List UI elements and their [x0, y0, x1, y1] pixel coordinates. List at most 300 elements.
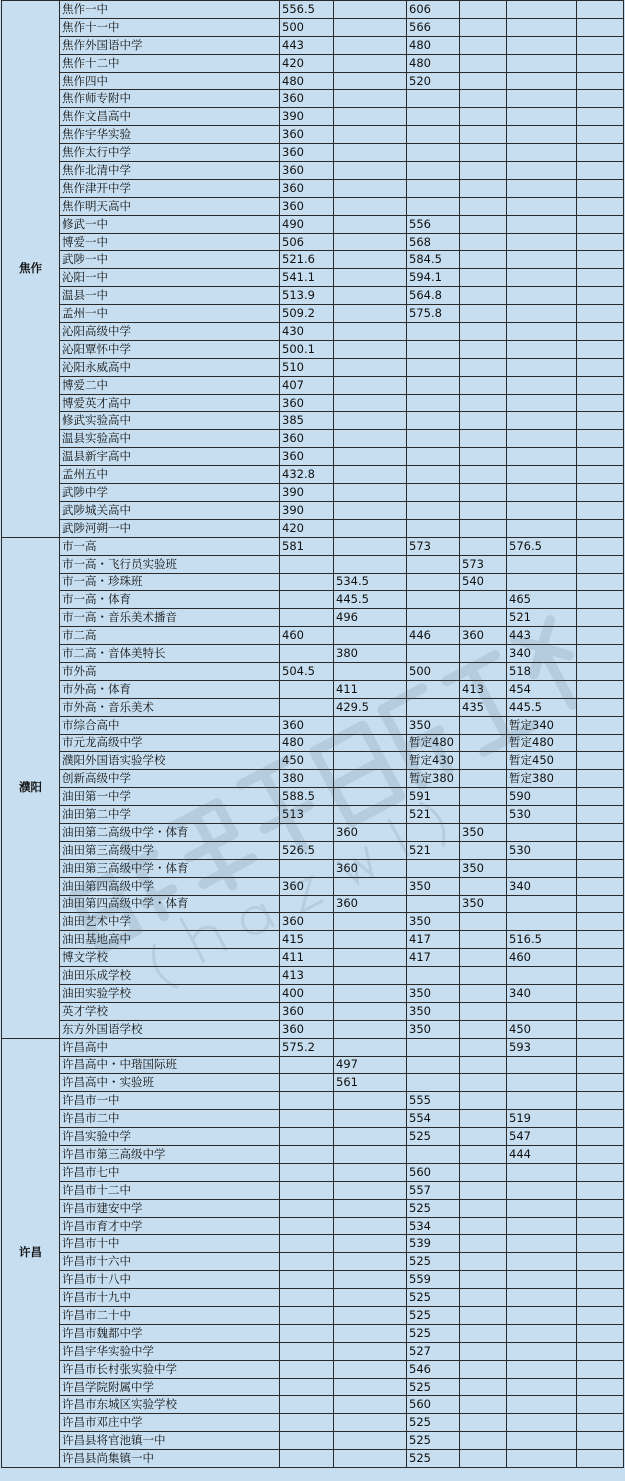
score-cell	[577, 215, 624, 233]
score-cell	[507, 340, 577, 358]
score-cell: 390	[280, 484, 334, 502]
score-cell	[460, 269, 507, 287]
score-cell	[280, 1271, 334, 1289]
table-row	[2, 591, 624, 609]
score-cell	[460, 591, 507, 609]
school-name-cell: 许昌市建安中学	[60, 1199, 280, 1217]
city-label: 许昌	[2, 1038, 60, 1467]
score-cell	[577, 1450, 624, 1468]
score-cell: 暂定480	[407, 734, 460, 752]
school-name-cell: 东方外国语学校	[60, 1020, 280, 1038]
score-cell	[407, 430, 460, 448]
score-cell	[334, 358, 407, 376]
score-cell	[334, 734, 407, 752]
score-cell	[507, 895, 577, 913]
score-cell	[577, 1199, 624, 1217]
score-cell	[460, 144, 507, 162]
school-name-cell: 市外高・音乐美术	[60, 698, 280, 716]
table-row	[2, 645, 624, 663]
score-cell	[577, 913, 624, 931]
score-cell	[334, 1432, 407, 1450]
score-cell	[280, 1110, 334, 1128]
school-name-cell: 许昌宇华实验中学	[60, 1342, 280, 1360]
score-cell	[577, 1128, 624, 1146]
school-name-cell: 市二高	[60, 627, 280, 645]
school-name-cell: 孟州五中	[60, 466, 280, 484]
score-cell: 525	[407, 1289, 460, 1307]
table-row	[2, 734, 624, 752]
score-cell	[577, 662, 624, 680]
score-cell	[577, 72, 624, 90]
score-cell	[334, 1378, 407, 1396]
score-cell	[460, 376, 507, 394]
score-cell	[460, 18, 507, 36]
score-cell	[507, 466, 577, 484]
score-cell	[577, 788, 624, 806]
school-name-cell: 孟州一中	[60, 305, 280, 323]
table-row	[2, 72, 624, 90]
table-row	[2, 609, 624, 627]
score-cell	[460, 1110, 507, 1128]
score-cell	[577, 162, 624, 180]
table-row	[2, 251, 624, 269]
score-cell: 450	[280, 752, 334, 770]
school-name-cell: 武陟城关高中	[60, 501, 280, 519]
score-cell	[460, 305, 507, 323]
table-row	[2, 1199, 624, 1217]
score-cell	[577, 1360, 624, 1378]
score-cell: 360	[334, 895, 407, 913]
score-cell	[334, 72, 407, 90]
score-cell: 390	[280, 108, 334, 126]
score-cell	[507, 197, 577, 215]
score-cell	[334, 877, 407, 895]
table-row	[2, 627, 624, 645]
table-row	[2, 806, 624, 824]
score-cell	[460, 162, 507, 180]
score-cell: 350	[407, 877, 460, 895]
score-cell: 480	[407, 36, 460, 54]
score-cell	[507, 967, 577, 985]
score-cell	[460, 1342, 507, 1360]
score-cell: 暂定380	[407, 770, 460, 788]
score-cell	[407, 376, 460, 394]
score-cell	[334, 555, 407, 573]
score-cell	[280, 573, 334, 591]
score-cell	[280, 1146, 334, 1164]
score-cell	[460, 931, 507, 949]
score-cell: 564.8	[407, 287, 460, 305]
score-cell	[507, 1235, 577, 1253]
table-row	[2, 1235, 624, 1253]
score-cell: 573	[407, 537, 460, 555]
table-row	[2, 859, 624, 877]
school-name-cell: 英才学校	[60, 1002, 280, 1020]
score-cell: 380	[280, 770, 334, 788]
score-cell	[507, 36, 577, 54]
score-cell	[507, 251, 577, 269]
score-cell: 559	[407, 1271, 460, 1289]
score-cell: 350	[407, 1002, 460, 1020]
table-row	[2, 1432, 624, 1450]
score-cell: 420	[280, 519, 334, 537]
school-name-cell: 油田第三高级中学・体育	[60, 859, 280, 877]
score-cell	[507, 573, 577, 591]
score-cell	[280, 1235, 334, 1253]
school-name-cell: 许昌市长村张实验中学	[60, 1360, 280, 1378]
score-cell: 411	[334, 680, 407, 698]
score-cell	[577, 698, 624, 716]
table-row	[2, 1396, 624, 1414]
table-row	[2, 1324, 624, 1342]
score-cell	[460, 448, 507, 466]
score-cell	[280, 1074, 334, 1092]
score-cell	[407, 645, 460, 663]
school-name-cell: 市外高	[60, 662, 280, 680]
score-cell: 560	[407, 1396, 460, 1414]
score-cell	[577, 984, 624, 1002]
score-cell	[280, 1289, 334, 1307]
score-cell: 350	[407, 984, 460, 1002]
score-cell	[507, 1217, 577, 1235]
score-cell	[407, 859, 460, 877]
score-cell	[460, 215, 507, 233]
score-cell	[577, 305, 624, 323]
score-cell	[577, 1414, 624, 1432]
score-cell	[460, 108, 507, 126]
score-cell	[280, 1056, 334, 1074]
score-cell	[577, 859, 624, 877]
table-row	[2, 1038, 624, 1056]
school-name-cell: 油田第二高级中学・体育	[60, 823, 280, 841]
score-cell	[407, 609, 460, 627]
score-cell	[507, 108, 577, 126]
score-cell: 443	[280, 36, 334, 54]
score-cell	[460, 1235, 507, 1253]
score-cell	[407, 591, 460, 609]
score-cell	[460, 233, 507, 251]
score-cell	[577, 609, 624, 627]
score-cell	[280, 1432, 334, 1450]
score-cell: 496	[334, 609, 407, 627]
score-cell: 513.9	[280, 287, 334, 305]
score-cell: 360	[280, 162, 334, 180]
score-cell	[577, 108, 624, 126]
score-cell: 400	[280, 984, 334, 1002]
school-name-cell: 温县新宇高中	[60, 448, 280, 466]
table-row	[2, 1128, 624, 1146]
score-cell	[460, 967, 507, 985]
score-cell	[577, 394, 624, 412]
table-row	[2, 967, 624, 985]
score-cell: 510	[280, 358, 334, 376]
table-row	[2, 54, 624, 72]
score-cell: 513	[280, 806, 334, 824]
score-cell	[577, 716, 624, 734]
city-label: 濮阳	[2, 537, 60, 1038]
score-cell	[507, 430, 577, 448]
table-row	[2, 466, 624, 484]
score-cell: 540	[460, 573, 507, 591]
score-cell	[334, 1146, 407, 1164]
school-name-cell: 许昌市东城区实验学校	[60, 1396, 280, 1414]
score-cell	[334, 197, 407, 215]
score-cell	[334, 1199, 407, 1217]
school-name-cell: 市一高・珍珠班	[60, 573, 280, 591]
score-cell	[334, 1342, 407, 1360]
score-cell: 413	[280, 967, 334, 985]
score-cell: 557	[407, 1181, 460, 1199]
score-cell	[507, 484, 577, 502]
score-cell	[407, 1056, 460, 1074]
table-row	[2, 144, 624, 162]
score-cell	[280, 1092, 334, 1110]
score-cell: 525	[407, 1378, 460, 1396]
score-cell	[577, 54, 624, 72]
score-cell	[460, 1414, 507, 1432]
school-name-cell: 焦作一中	[60, 1, 280, 19]
school-name-cell: 焦作明天高中	[60, 197, 280, 215]
score-cell	[407, 358, 460, 376]
score-cell	[334, 841, 407, 859]
school-name-cell: 创新高级中学	[60, 770, 280, 788]
score-cell: 445.5	[334, 591, 407, 609]
score-cell: 521	[407, 806, 460, 824]
score-cell	[334, 162, 407, 180]
score-cell	[334, 287, 407, 305]
score-cell	[577, 841, 624, 859]
score-cell: 443	[507, 627, 577, 645]
school-name-cell: 许昌市育才中学	[60, 1217, 280, 1235]
score-cell	[280, 1378, 334, 1396]
score-cell	[280, 1163, 334, 1181]
table-row	[2, 698, 624, 716]
score-cell	[407, 698, 460, 716]
table-row	[2, 662, 624, 680]
table-row	[2, 1002, 624, 1020]
score-cell	[334, 1163, 407, 1181]
score-cell	[577, 1181, 624, 1199]
city-label: 焦作	[2, 1, 60, 538]
score-cell: 446	[407, 627, 460, 645]
score-cell: 530	[507, 806, 577, 824]
score-cell	[280, 1342, 334, 1360]
score-cell	[507, 519, 577, 537]
score-cell	[407, 108, 460, 126]
score-cell: 521	[407, 841, 460, 859]
score-cell: 350	[460, 823, 507, 841]
score-cell	[507, 448, 577, 466]
score-cell	[507, 1307, 577, 1325]
school-name-cell: 许昌学院附属中学	[60, 1378, 280, 1396]
score-cell	[280, 698, 334, 716]
score-cell	[407, 144, 460, 162]
table-row	[2, 1146, 624, 1164]
score-cell: 432.8	[280, 466, 334, 484]
score-cell	[507, 1396, 577, 1414]
score-cell: 465	[507, 591, 577, 609]
score-cell: 340	[507, 984, 577, 1002]
school-name-cell: 许昌高中・实验班	[60, 1074, 280, 1092]
score-cell	[577, 1378, 624, 1396]
score-cell	[577, 519, 624, 537]
table-row	[2, 1181, 624, 1199]
score-cell: 500.1	[280, 340, 334, 358]
score-cell	[334, 537, 407, 555]
score-cell: 581	[280, 537, 334, 555]
score-cell	[460, 1181, 507, 1199]
score-cell	[334, 144, 407, 162]
score-cell: 591	[407, 788, 460, 806]
table-row	[2, 716, 624, 734]
score-cell	[460, 1360, 507, 1378]
table-row	[2, 1378, 624, 1396]
score-cell	[577, 430, 624, 448]
table-row	[2, 984, 624, 1002]
score-cell	[460, 1020, 507, 1038]
score-cell: 584.5	[407, 251, 460, 269]
school-name-cell: 许昌市十九中	[60, 1289, 280, 1307]
score-cell	[507, 1450, 577, 1468]
score-cell	[334, 716, 407, 734]
school-name-cell: 油田基地高中	[60, 931, 280, 949]
score-cell: 566	[407, 18, 460, 36]
score-cell	[507, 859, 577, 877]
score-cell	[407, 90, 460, 108]
score-cell	[407, 895, 460, 913]
score-cell	[334, 1110, 407, 1128]
score-cell	[407, 340, 460, 358]
school-name-cell: 博爱英才高中	[60, 394, 280, 412]
table-row	[2, 215, 624, 233]
score-cell: 525	[407, 1432, 460, 1450]
score-cell: 420	[280, 54, 334, 72]
score-cell	[460, 1432, 507, 1450]
score-cell	[577, 1146, 624, 1164]
score-cell	[507, 501, 577, 519]
table-row	[2, 1217, 624, 1235]
score-cell: 360	[280, 90, 334, 108]
score-cell	[460, 1038, 507, 1056]
score-cell: 590	[507, 788, 577, 806]
score-cell	[577, 1235, 624, 1253]
score-cell	[577, 484, 624, 502]
school-name-cell: 沁阳高级中学	[60, 323, 280, 341]
score-cell: 506	[280, 233, 334, 251]
school-name-cell: 市元龙高级中学	[60, 734, 280, 752]
score-cell	[334, 984, 407, 1002]
score-cell: 411	[280, 949, 334, 967]
score-cell: 360	[280, 913, 334, 931]
school-name-cell: 沁阳一中	[60, 269, 280, 287]
score-cell: 521	[507, 609, 577, 627]
score-cell	[507, 1, 577, 19]
score-cell: 575.2	[280, 1038, 334, 1056]
score-cell	[334, 1002, 407, 1020]
score-cell	[407, 126, 460, 144]
score-cell	[334, 1307, 407, 1325]
score-cell	[577, 680, 624, 698]
score-cell	[460, 609, 507, 627]
score-cell: 526.5	[280, 841, 334, 859]
score-table	[1, 0, 624, 1468]
score-cell	[280, 823, 334, 841]
score-cell	[577, 179, 624, 197]
score-cell	[280, 1324, 334, 1342]
score-cell	[334, 412, 407, 430]
score-cell	[507, 1002, 577, 1020]
school-name-cell: 许昌市十六中	[60, 1253, 280, 1271]
score-cell: 546	[407, 1360, 460, 1378]
score-cell: 暂定480	[507, 734, 577, 752]
score-cell: 360	[280, 1002, 334, 1020]
score-cell	[334, 54, 407, 72]
score-cell	[507, 913, 577, 931]
score-cell	[507, 358, 577, 376]
score-cell	[460, 358, 507, 376]
score-cell	[334, 788, 407, 806]
table-row	[2, 877, 624, 895]
score-cell: 555	[407, 1092, 460, 1110]
score-cell	[407, 555, 460, 573]
school-name-cell: 焦作津开中学	[60, 179, 280, 197]
score-cell: 516.5	[507, 931, 577, 949]
table-row	[2, 394, 624, 412]
score-cell: 480	[407, 54, 460, 72]
score-cell	[407, 448, 460, 466]
school-name-cell: 沁阳永威高中	[60, 358, 280, 376]
table-body	[2, 1, 624, 1468]
table-row	[2, 913, 624, 931]
score-cell	[507, 215, 577, 233]
score-cell	[577, 412, 624, 430]
score-cell	[407, 466, 460, 484]
score-cell	[460, 1056, 507, 1074]
score-cell	[507, 1092, 577, 1110]
score-cell	[334, 90, 407, 108]
score-cell	[460, 1074, 507, 1092]
score-cell: 350	[407, 1020, 460, 1038]
score-cell	[334, 1038, 407, 1056]
score-cell	[577, 466, 624, 484]
score-cell: 360	[334, 859, 407, 877]
score-cell	[334, 770, 407, 788]
score-cell	[334, 18, 407, 36]
score-cell	[334, 752, 407, 770]
score-cell: 575.8	[407, 305, 460, 323]
score-cell	[334, 108, 407, 126]
score-cell	[577, 877, 624, 895]
score-cell	[334, 1253, 407, 1271]
table-row	[2, 841, 624, 859]
score-cell	[577, 537, 624, 555]
school-name-cell: 许昌市十二中	[60, 1181, 280, 1199]
school-name-cell: 沁阳覃怀中学	[60, 340, 280, 358]
score-cell	[460, 949, 507, 967]
score-cell	[577, 806, 624, 824]
score-cell	[460, 1163, 507, 1181]
score-cell	[460, 251, 507, 269]
school-name-cell: 许昌县尚集镇一中	[60, 1450, 280, 1468]
table-row	[2, 162, 624, 180]
table-row	[2, 770, 624, 788]
score-cell: 497	[334, 1056, 407, 1074]
score-cell	[577, 967, 624, 985]
score-cell: 525	[407, 1324, 460, 1342]
score-cell	[280, 1181, 334, 1199]
score-cell	[577, 1289, 624, 1307]
table-row	[2, 1163, 624, 1181]
